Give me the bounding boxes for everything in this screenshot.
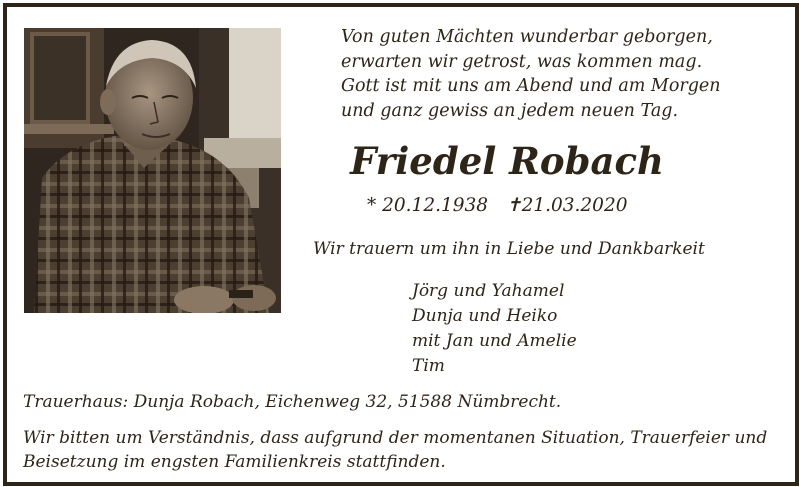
portrait-illustration [24, 28, 281, 313]
life-dates [367, 195, 657, 216]
family-member: Jörg und Yahamel [412, 281, 565, 301]
portrait-photo [24, 28, 281, 313]
trauerhaus-address: Trauerhaus: Dunja Robach, Eichenweg 32, 51588 Nümbrecht. [23, 392, 562, 412]
deceased-name: Friedel Robach [350, 139, 664, 183]
poem-line: Gott ist mit uns am Abend und am Morgen [341, 76, 721, 96]
family-member: Tim [412, 356, 445, 376]
birth-date: * 20.12.1938 [367, 195, 489, 216]
poem-verse [341, 25, 761, 123]
family-list [412, 279, 577, 379]
mourning-line: Wir trauern um ihn in Liebe und Dankbarkeit [313, 239, 705, 259]
family-member: mit Jan und Amelie [412, 331, 577, 351]
poem-line: erwarten wir getrost, was kommen mag. [341, 51, 703, 72]
notice-text: Wir bitten um Verständnis, dass aufgrund der momentanen Situation, Trauerfeier und Beisetzung im engsten Familienkreis stattfinden. [23, 428, 768, 472]
death-date: ✝21.03.2020 [506, 195, 628, 216]
family-member: Dunja und Heiko [412, 306, 558, 326]
poem-line: Von guten Mächten wunderbar geborgen, [341, 27, 713, 47]
obituary-frame [3, 3, 799, 486]
poem-line: und ganz gewiss an jedem neuen Tag. [341, 100, 679, 121]
